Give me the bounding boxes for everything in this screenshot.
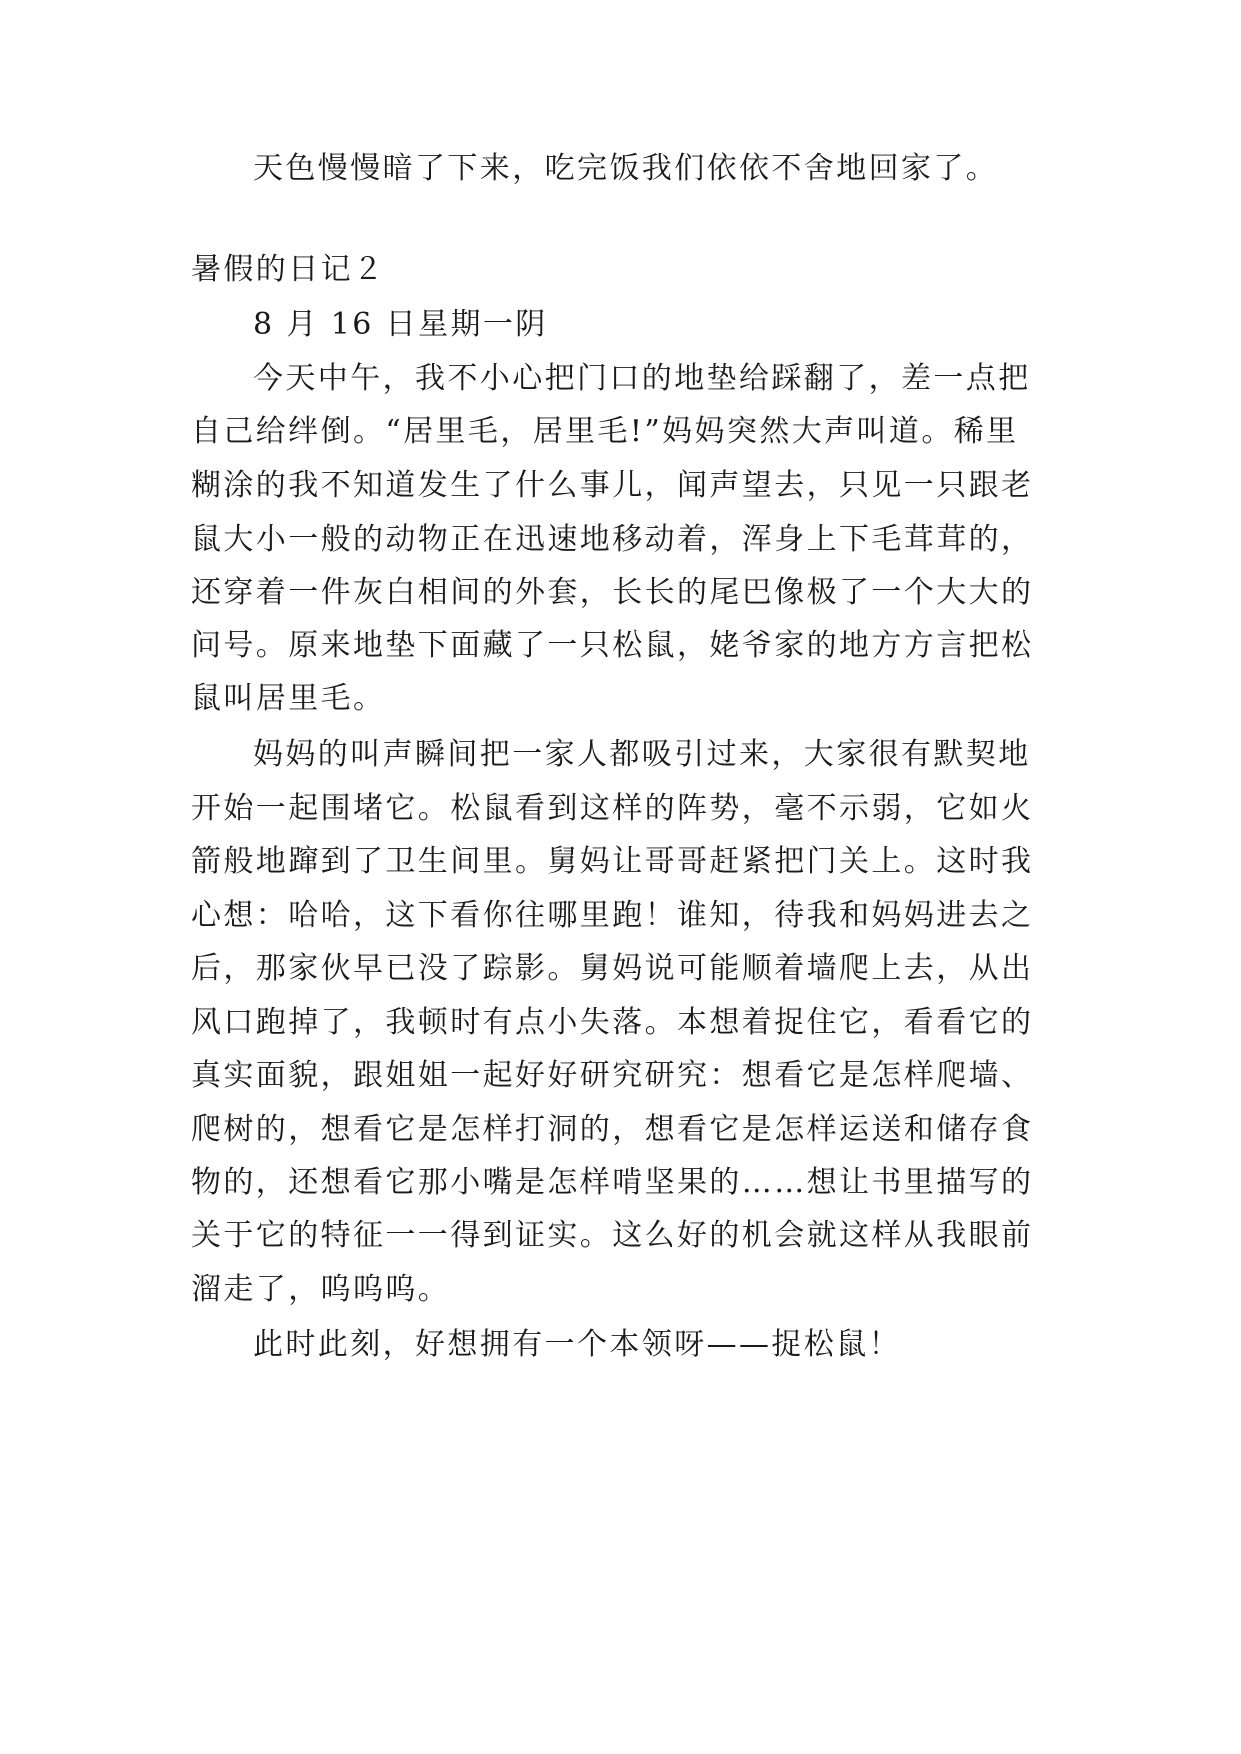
paragraph-line: 风口跑掉了，我顿时有点小失落。本想着捉住它，看看它的 xyxy=(191,1005,1034,1040)
paragraph-line: 心想：哈哈，这下看你往哪里跑！谁知，待我和妈妈进去之 xyxy=(191,898,1034,933)
paragraph-line: 鼠大小一般的动物正在迅速地移动着，浑身上下毛茸茸的， xyxy=(191,522,1034,557)
paragraph-line: 物的，还想看它那小嘴是怎样啃坚果的……想让书里描写的 xyxy=(191,1165,1034,1200)
paragraph-line: 开始一起围堵它。松鼠看到这样的阵势，毫不示弱，它如火 xyxy=(191,791,1034,826)
paragraph-line: 糊涂的我不知道发生了什么事儿，闻声望去，只见一只跟老 xyxy=(191,468,1034,503)
opening-line: 天色慢慢暗了下来，吃完饭我们依依不舍地回家了。 xyxy=(253,151,999,186)
paragraph-line: 鼠叫居里毛。 xyxy=(191,681,386,716)
paragraph-line: 自己给绊倒。“居里毛，居里毛!”妈妈突然大声叫道。稀里 xyxy=(191,414,1019,449)
paragraph-line: 妈妈的叫声瞬间把一家人都吸引过来，大家很有默契地 xyxy=(253,737,1031,772)
paragraph-line: 后，那家伙早已没了踪影。舅妈说可能顺着墙爬上去，从出 xyxy=(191,951,1034,986)
paragraph-line: 真实面貌，跟姐姐一起好好研究研究：想看它是怎样爬墙、 xyxy=(191,1058,1034,1093)
paragraph-line: 爬树的，想看它是怎样打洞的，想看它是怎样运送和储存食 xyxy=(191,1112,1034,1147)
paragraph-line: 还穿着一件灰白相间的外套，长长的尾巴像极了一个大大的 xyxy=(191,575,1034,610)
paragraph-line: 溜走了，呜呜呜。 xyxy=(191,1272,451,1307)
paragraph-line: 问号。原来地垫下面藏了一只松鼠，姥爷家的地方方言把松 xyxy=(191,628,1034,663)
paragraph-line: 箭般地蹿到了卫生间里。舅妈让哥哥赶紧把门关上。这时我 xyxy=(191,844,1034,879)
paragraph-line: 今天中午，我不小心把门口的地垫给踩翻了，差一点把 xyxy=(253,361,1031,396)
date-line: 8 月 16 日星期一阴 xyxy=(253,307,548,342)
paragraph-3: 此时此刻，好想拥有一个本领呀——捉松鼠！ xyxy=(253,1327,901,1362)
diary-title: 暑假的日记２ xyxy=(191,252,386,287)
paragraph-line: 关于它的特征一一得到证实。这么好的机会就这样从我眼前 xyxy=(191,1218,1034,1253)
